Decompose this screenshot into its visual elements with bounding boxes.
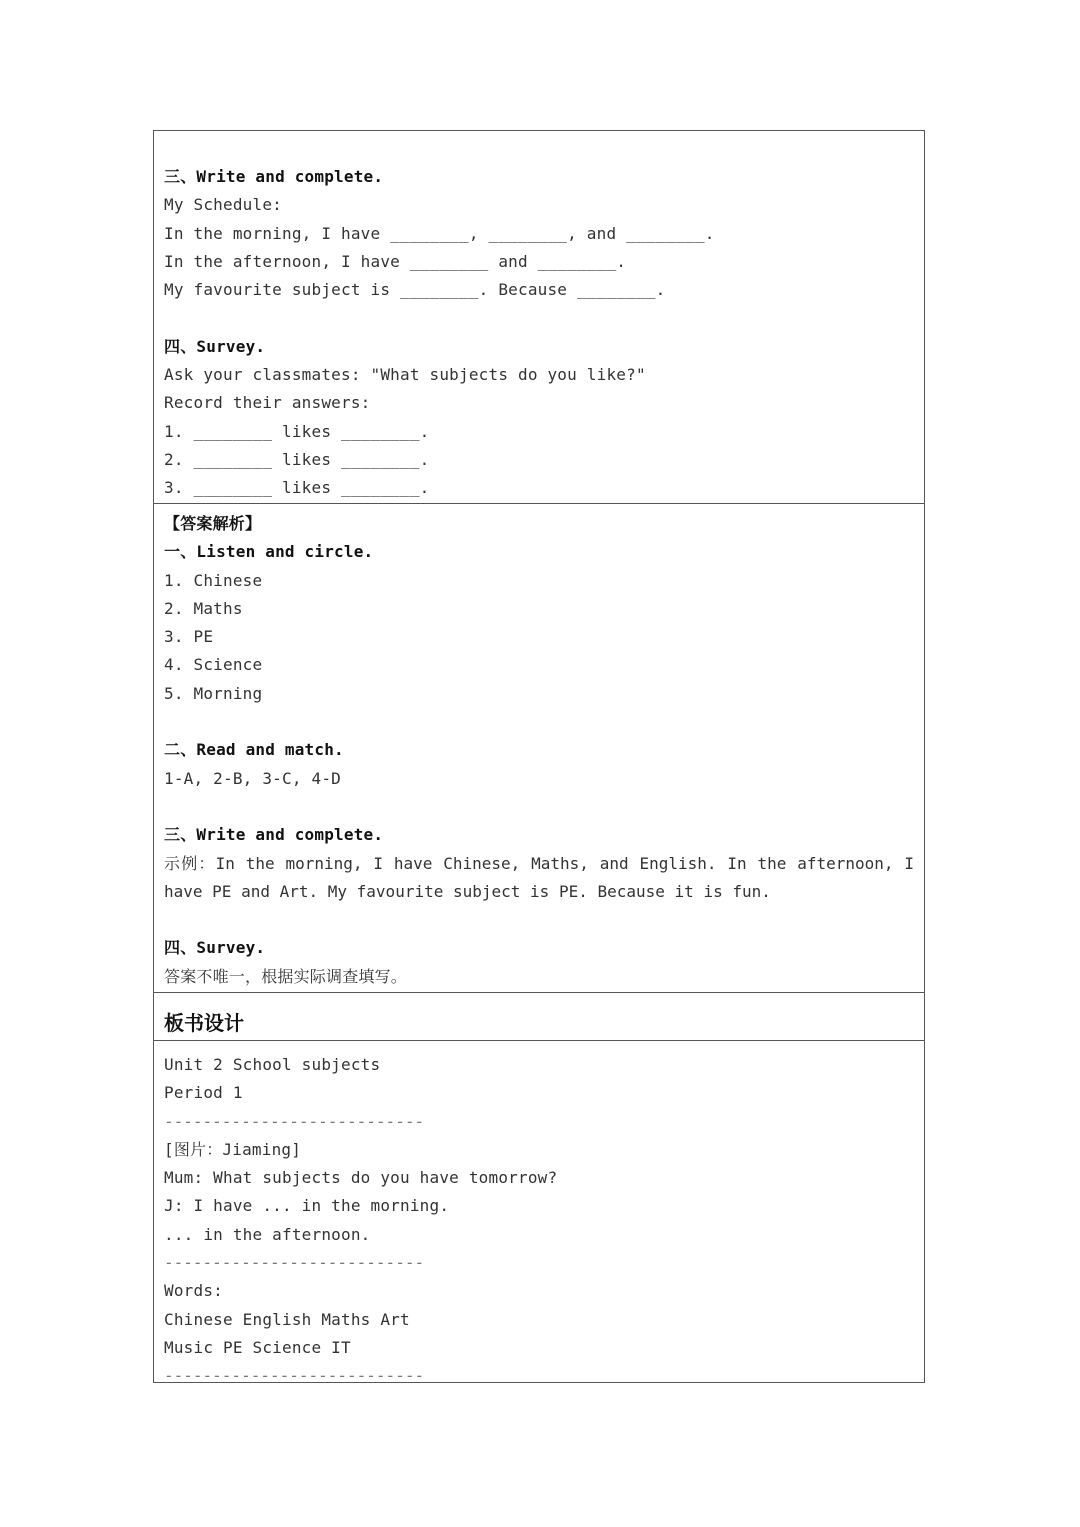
survey-line: Record their answers: bbox=[164, 393, 371, 413]
listen-item: 4. Science bbox=[164, 655, 263, 675]
answer-title: 【答案解析】 bbox=[164, 514, 262, 533]
dialogue-line: Mum: What subjects do you have tomorrow? bbox=[164, 1168, 558, 1188]
board-unit: Unit 2 School subjects bbox=[164, 1055, 381, 1074]
survey-heading: 四、Survey. bbox=[164, 336, 266, 356]
board-period: Period 1 bbox=[164, 1083, 243, 1103]
board-title-cell bbox=[154, 992, 924, 1040]
listen-heading: 一、Listen and circle. bbox=[164, 542, 374, 562]
survey-line: 1. ________ likes ________. bbox=[164, 421, 430, 441]
words-label: Words: bbox=[164, 1281, 223, 1301]
listen-item: 2. Maths bbox=[164, 598, 243, 618]
write-heading: 三、Write and complete. bbox=[164, 167, 384, 186]
listen-item: 1. Chinese bbox=[164, 570, 263, 590]
write-line: In the afternoon, I have ________ and ________. bbox=[164, 251, 627, 271]
survey-answer: 答案不唯一，根据实际调查填写。 bbox=[164, 966, 408, 986]
board-title: 板书设计 bbox=[164, 1011, 244, 1035]
write-line: My Schedule: bbox=[164, 195, 282, 215]
survey-line: Ask your classmates: "What subjects do you like?" bbox=[164, 365, 646, 385]
write-answer-heading: 三、Write and complete. bbox=[164, 825, 384, 845]
board-picture-placeholder: [图片：Jiaming] bbox=[164, 1139, 302, 1159]
write-line: My favourite subject is ________. Because ________. bbox=[164, 280, 666, 300]
lesson-table bbox=[153, 130, 925, 1386]
read-heading: 二、Read and match. bbox=[164, 740, 344, 760]
listen-item: 3. PE bbox=[164, 627, 214, 647]
read-answer: 1-A, 2-B, 3-C, 4-D bbox=[164, 768, 341, 788]
answer-cell bbox=[154, 503, 924, 992]
write-line: In the morning, I have ________, ________, and ________. bbox=[164, 223, 715, 243]
words-line: Music PE Science IT bbox=[164, 1337, 351, 1357]
separator: --------------------------- bbox=[164, 1366, 425, 1386]
words-line: Chinese English Maths Art bbox=[164, 1309, 410, 1329]
write-answer: 示例：In the morning, I have Chinese, Maths, and English. In the afternoon, I have PE and Art. My favourite subject is PE. Because it is fun. bbox=[164, 853, 914, 901]
dialogue-line: ... in the afternoon. bbox=[164, 1224, 371, 1244]
survey-line: 2. ________ likes ________. bbox=[164, 449, 430, 469]
board-cell bbox=[154, 1040, 924, 1386]
survey-answer-heading: 四、Survey. bbox=[164, 938, 266, 958]
exercise-cell bbox=[154, 131, 924, 503]
dialogue-line: J: I have ... in the morning. bbox=[164, 1196, 450, 1216]
separator: --------------------------- bbox=[164, 1253, 425, 1273]
separator: --------------------------- bbox=[164, 1111, 425, 1131]
listen-item: 5. Morning bbox=[164, 683, 263, 703]
survey-line: 3. ________ likes ________. bbox=[164, 478, 430, 498]
